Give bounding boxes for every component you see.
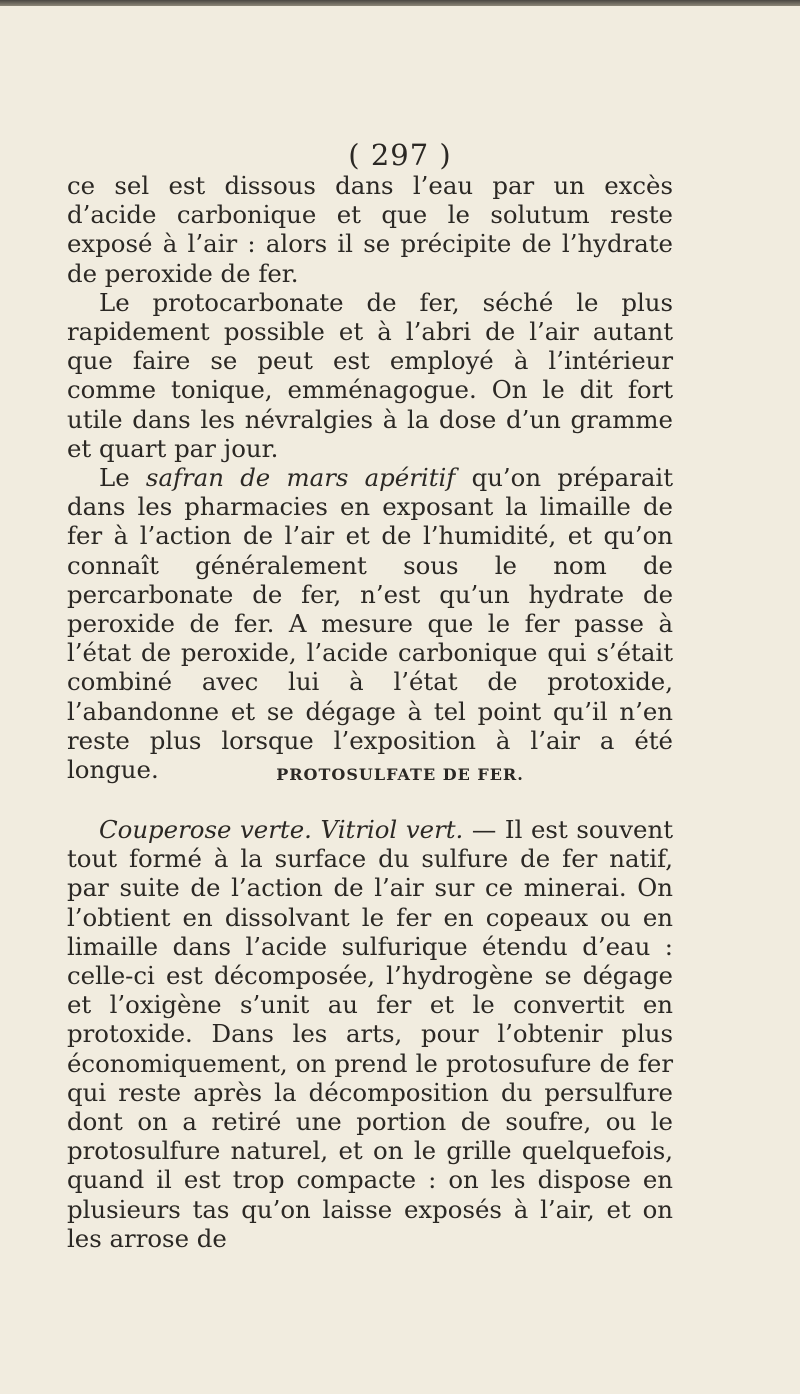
paragraph-protosulfate-body: — Il est souvent tout formé à la surface du sulfure de fer natif, par suite de l’action de l’air sur ce minerai. On l’obtient en dissolvant le fer en copeaux ou en limaille dans l’acide sulfurique étendu d’eau : celle-ci est décomposée, l’hydrogène se dégage et l’oxigène s’unit au fer et le convertit en protoxide. Dans les arts, pour l’obtenir plus économiquement, on prend le protosufure de fer qui reste après la décomposition du persulfure dont on a retiré une portion de soufre, ou le protosulfure naturel, et on le grille quelquefois, quand il est trop compacte : on les dispose en plusieurs tas qu’on laisse exposés à l’air, et on les arrose de bbox=[67, 815, 673, 1253]
text-block-upper bbox=[67, 171, 673, 784]
text-block-lower bbox=[67, 815, 673, 1253]
paragraph-safran-lead: Le bbox=[99, 463, 146, 493]
page-top-edge bbox=[0, 0, 800, 6]
safran-term: safran de mars apéritif bbox=[145, 463, 456, 493]
paragraph-continuation: ce sel est dissous dans l’eau par un excès d’acide carbonique et que le solutum reste exposé à l’air : alors il se précipite de l’hydrate de peroxide de fer. bbox=[67, 171, 673, 288]
paragraph-safran-body: qu’on préparait dans les pharmacies en exposant la limaille de fer à l’action de l’air et de l’humidité, et qu’on connaît généralement sous le nom de percarbonate de fer, n’est qu’un hydrate de peroxide de fer. A mesure que le fer passe à l’état de peroxide, l’acide carbonique qui s’était combiné avec lui à l’état de protoxide, l’abandonne et se dégage à tel point qu’il n’en reste plus lorsque l’exposition à l’air a été longue. bbox=[67, 463, 674, 785]
section-heading: PROTOSULFATE DE FER. bbox=[276, 765, 524, 784]
couperose-term: Couperose verte. Vitriol vert. bbox=[99, 815, 464, 844]
paragraph-safran bbox=[67, 463, 673, 784]
page-number: ( 297 ) bbox=[348, 138, 452, 172]
paragraph-protosulfate bbox=[67, 815, 673, 1253]
paragraph-protocarbonate: Le protocarbonate de fer, séché le plus rapidement possible et à l’abri de l’air autant que faire se peut est employé à l’intérieur comme tonique, emménagogue. On le dit fort utile dans les névralgies à la dose d’un gramme et quart par jour. bbox=[67, 287, 673, 463]
